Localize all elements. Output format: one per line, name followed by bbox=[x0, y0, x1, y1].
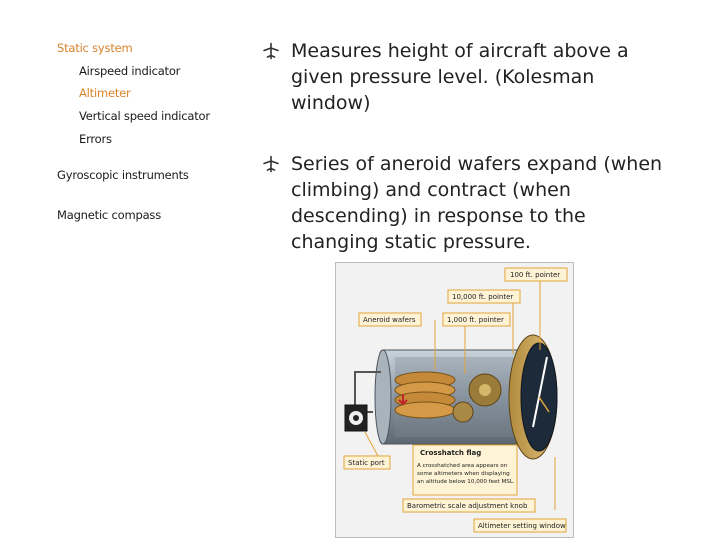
label-pointer-100 bbox=[505, 268, 567, 281]
label-pointer-100-text: 100 ft. pointer bbox=[510, 271, 561, 279]
altimeter-dial-icon bbox=[509, 335, 557, 459]
static-port-icon bbox=[345, 405, 367, 431]
altimeter-diagram bbox=[335, 262, 575, 538]
label-pointer-1000-text: 1,000 ft. pointer bbox=[447, 316, 504, 324]
label-pointer-1000 bbox=[443, 313, 510, 326]
outline-item-airspeed-indicator[interactable]: Airspeed indicator bbox=[79, 64, 181, 78]
label-pointer-10000-text: 10,000 ft. pointer bbox=[452, 293, 514, 301]
airplane-bullet-icon bbox=[262, 42, 280, 60]
bullet-line: given pressure level. (Kolesman bbox=[291, 66, 595, 88]
outline-item-errors[interactable]: Errors bbox=[79, 132, 112, 146]
label-aneroid-wafers bbox=[359, 313, 421, 326]
label-barometric-knob-text: Barometric scale adjustment knob bbox=[407, 502, 528, 510]
bullet-line: Series of aneroid wafers expand (when bbox=[291, 153, 663, 175]
outline-item-vertical-speed-indicator[interactable]: Vertical speed indicator bbox=[79, 109, 210, 123]
altimeter-illustration bbox=[335, 262, 575, 538]
bullet-line: climbing) and contract (when bbox=[291, 179, 571, 201]
outline-item-magnetic-compass[interactable]: Magnetic compass bbox=[57, 208, 162, 222]
label-crosshatch-flag bbox=[413, 445, 517, 495]
label-static-port-text: Static port bbox=[348, 459, 385, 467]
outline-item-altimeter[interactable]: Altimeter bbox=[79, 86, 131, 100]
label-static-port bbox=[344, 456, 390, 469]
label-pointer-10000 bbox=[448, 290, 520, 303]
label-crosshatch-desc: an altitude below 10,000 feet MSL. bbox=[417, 479, 515, 485]
airplane-bullet-icon bbox=[262, 155, 280, 173]
bullet-line: descending) in response to the bbox=[291, 205, 586, 227]
label-setting-window bbox=[474, 519, 566, 532]
label-barometric-knob bbox=[403, 499, 535, 512]
label-setting-window-text: Altimeter setting window bbox=[478, 522, 566, 530]
label-aneroid-wafers-text: Aneroid wafers bbox=[363, 316, 416, 324]
bullet-line: changing static pressure. bbox=[291, 231, 531, 253]
bullet-line: Measures height of aircraft above a bbox=[291, 40, 629, 62]
outline-item-static-system[interactable]: Static system bbox=[57, 41, 133, 55]
bullet-line: window) bbox=[291, 92, 371, 114]
label-crosshatch-desc: some altimeters when displaying bbox=[417, 471, 510, 477]
aneroid-wafers-icon bbox=[395, 372, 455, 418]
label-crosshatch-title: Crosshatch flag bbox=[420, 449, 482, 457]
outline-item-gyroscopic-instruments[interactable]: Gyroscopic instruments bbox=[57, 168, 189, 182]
label-crosshatch-desc: A crosshatched area appears on bbox=[417, 463, 508, 469]
